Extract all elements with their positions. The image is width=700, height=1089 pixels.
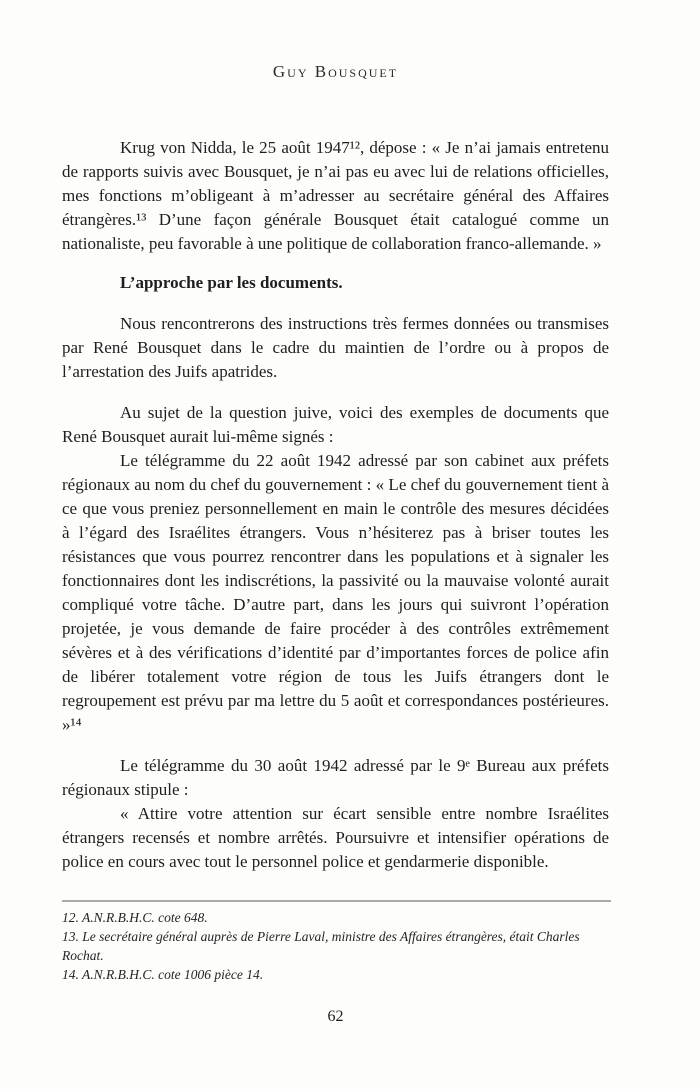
footnotes-section (62, 900, 611, 984)
section-heading-approche-documents: L’approche par les documents. (120, 273, 343, 292)
paragraph-telegramme-22-aout: Le télégramme du 22 août 1942 adressé par son cabinet aux préfets régionaux au nom du chef du gouvernement : « Le chef du gouvernement tient à ce que vous preniez personnellement en main le contrôle des mesures décidées à l’égard des Israélites étrangers. Vous n’hésiterez pas à briser toutes les résistances que vous pourrez rencontrer dans les populations et à signaler les fonctionnaires dont les indiscrétions, la passivité ou la mauvaise volonté aurait compliqué votre tâche. D’autre part, dans les jours qui suivront l’opération projetée, je vous demande de faire procéder à des contrôles extrêmement sévères et à des vérifications d’identité par d’importantes forces de police afin de libérer totalement votre région de tous les Juifs étrangers dont le regroupement est prévu par ma lettre du 5 août et correspondances postérieures. »¹⁴ (62, 451, 609, 734)
page-number: 62 (327, 1008, 344, 1025)
paragraph-krug-von-nidda: Krug von Nidda, le 25 août 1947¹², dépose : « Je n’ai jamais entretenu de rapports suivis avec Bousquet, je n’ai pas eu avec lui de relations officielles, mes fonctions m’obligeant à m’adresser au secrétaire général des Affaires étrangères.¹³ D’une façon générale Bousquet était catalogué comme un nationaliste, peu favorable à une politique de collaboration franco-allemande. » (62, 138, 609, 253)
body-text (62, 136, 609, 874)
paragraph-attire-attention: « Attire votre attention sur écart sensible entre nombre Israélites étrangers recensés et nombre arrêtés. Poursuivre et intensifier opérations de police en cours avec tout le personnel police et gendarmerie disponible. (62, 804, 609, 871)
footnote-12: 12. A.N.R.B.H.C. cote 648. (62, 910, 208, 925)
footnote-14: 14. A.N.R.B.H.C. cote 1006 pièce 14. (62, 967, 264, 982)
footnote-13: 13. Le secrétaire général auprès de Pierre Laval, ministre des Affaires étrangères, était Charles Rochat. (62, 929, 580, 963)
running-header: Guy Bousquet (272, 62, 399, 81)
paragraph-nous-rencontrerons: Nous rencontrerons des instructions très fermes données ou transmises par René Bousquet dans le cadre du maintien de l’ordre ou à propos de l’arrestation des Juifs apatrides. (62, 314, 609, 381)
paragraph-au-sujet: Au sujet de la question juive, voici des exemples de documents que René Bousquet aurait lui-même signés : (62, 403, 609, 446)
paragraph-telegramme-30-aout: Le télégramme du 30 août 1942 adressé par le 9ᵉ Bureau aux préfets régionaux stipule : (62, 756, 609, 799)
footnote-rule (62, 900, 611, 902)
